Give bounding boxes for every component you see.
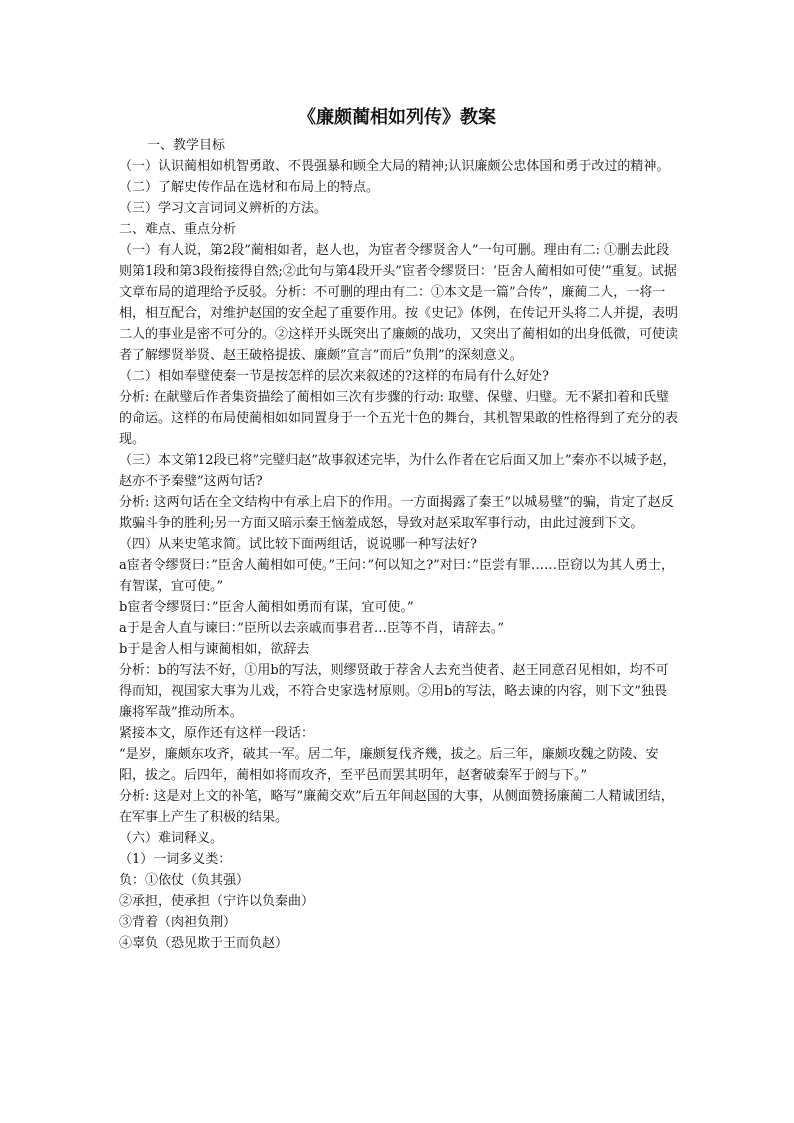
paragraph: 分析: 这是对上文的补笔，略写”廉蔺交欢”后五年间赵国的大事，从侧面赞扬廉蔺二人精诚团结，在军事上产生了积极的结果。	[119, 789, 674, 825]
paragraph: 分析：b的写法不好，①用b的写法，则缪贤敢于荐舍人去充当使者、赵王同意召见相如，均不可得而知，视国家大事为儿戏，不符合史家选材原则。②用b的写法，略去谏的内容，则下文”独畏廉将军哉”推动所本。	[119, 663, 669, 720]
paragraph: a宦者令缪贤曰：”臣舍人蔺相如可使。”王问：”何以知之?”对曰：”臣尝有罪……臣窃以为其人勇士，有智谋，宜可使。”	[119, 558, 674, 594]
document-body	[119, 135, 679, 954]
paragraph: （二）相如奉璧使秦一节是按怎样的层次来叙述的?这样的布局有什么好处?	[119, 369, 549, 384]
list-item: ④辜负（恐见欺于王而负赵）	[119, 936, 289, 951]
section-heading: 二、难点、重点分析	[119, 222, 237, 237]
paragraph: （四）从来史笔求简。试比较下面两组话，说说哪一种写法好?	[119, 537, 477, 552]
paragraph: 分析: 这两句话在全文结构中有承上启下的作用。一方面揭露了秦王”以城易璧”的骗，肯定了赵反欺骗斗争的胜利;另一方面又暗示秦王恼羞成怒，导致对赵采取军事行动，由此过渡到下文。	[119, 495, 674, 531]
paragraph: （一）有人说，第2段”蔺相如者，赵人也，为宦者令缪贤舍人”一句可删。理由有二: ①删去此段则第1段和第3段衔接得自然;②此句与第4段开头”宦者令缪贤曰：‘臣舍人蔺相如可使’”重复。试据文章布局的道理给予反驳。分析：不可删的理由有二：①本文是一篇”合传”，廉蔺二人，一将一相，相互配合，对维护赵国的安全起了重要作用。按《史记》体例，在传记开头将二人并提，表明二人的事业是密不可分的。②这样开头既突出了廉颇的战功，又突出了蔺相如的出身低微，可使读者了解缪贤举贤、赵王破格提拔、廉颇”宣言”而后”负荆”的深刻意义。	[119, 243, 679, 363]
page-title: 《廉颇蔺相如列传》教案	[298, 107, 496, 128]
paragraph: 紧接本文，原作还有这样一段话：	[119, 726, 315, 741]
paragraph: （三）学习文言词词义辨析的方法。	[119, 201, 328, 216]
paragraph: （二）了解史传作品在选材和布局上的特点。	[119, 180, 380, 195]
quotation: “是岁，廉颇东攻齐，破其一军。居二年，廉颇复伐齐幾，拔之。后三年，廉颇攻魏之防陵、安阳，拔之。后四年，蔺相如将而攻齐，至平邑而罢其明年，赵奢破秦军于阏与下。”	[119, 747, 659, 783]
list-item: 负：①依仗（负其强）	[119, 873, 250, 888]
paragraph: a于是舍人直与谏曰：”臣所以去亲戚而事君者…臣等不肖，请辞去。”	[119, 621, 505, 636]
paragraph: （1）一词多义类：	[119, 852, 232, 867]
paragraph: （一）认识蔺相如机智勇敢、不畏强暴和顾全大局的精神;认识廉颇公忠体国和勇于改过的精神。	[119, 159, 670, 174]
paragraph: （六）难词释义。	[119, 831, 224, 846]
paragraph: b宦者令缪贤曰：”臣舍人蔺相如勇而有谋，宜可使。”	[119, 600, 414, 615]
paragraph: 分析: 在献璧后作者集资描绘了蔺相如三次有步骤的行动: 取璧、保璧、归璧。无不紧扣着和氏璧的命运。这样的布局使蔺相如如同置身于一个五光十色的舞台，其机智果敢的性格得到了充分的表现。	[119, 390, 679, 447]
section-heading: 一、教学目标	[147, 138, 226, 153]
paragraph: （三）本文第12段已将”完璧归赵”故事叙述完毕，为什么作者在它后面又加上”秦亦不以城予赵，赵亦不予秦璧”这两句话?	[119, 453, 676, 489]
list-item: ③背着（肉袒负荆）	[119, 915, 237, 930]
list-item: ②承担，使承担（宁许以负秦曲）	[119, 894, 315, 909]
paragraph: b于是舍人相与谏蔺相如，欲辞去	[119, 642, 310, 657]
